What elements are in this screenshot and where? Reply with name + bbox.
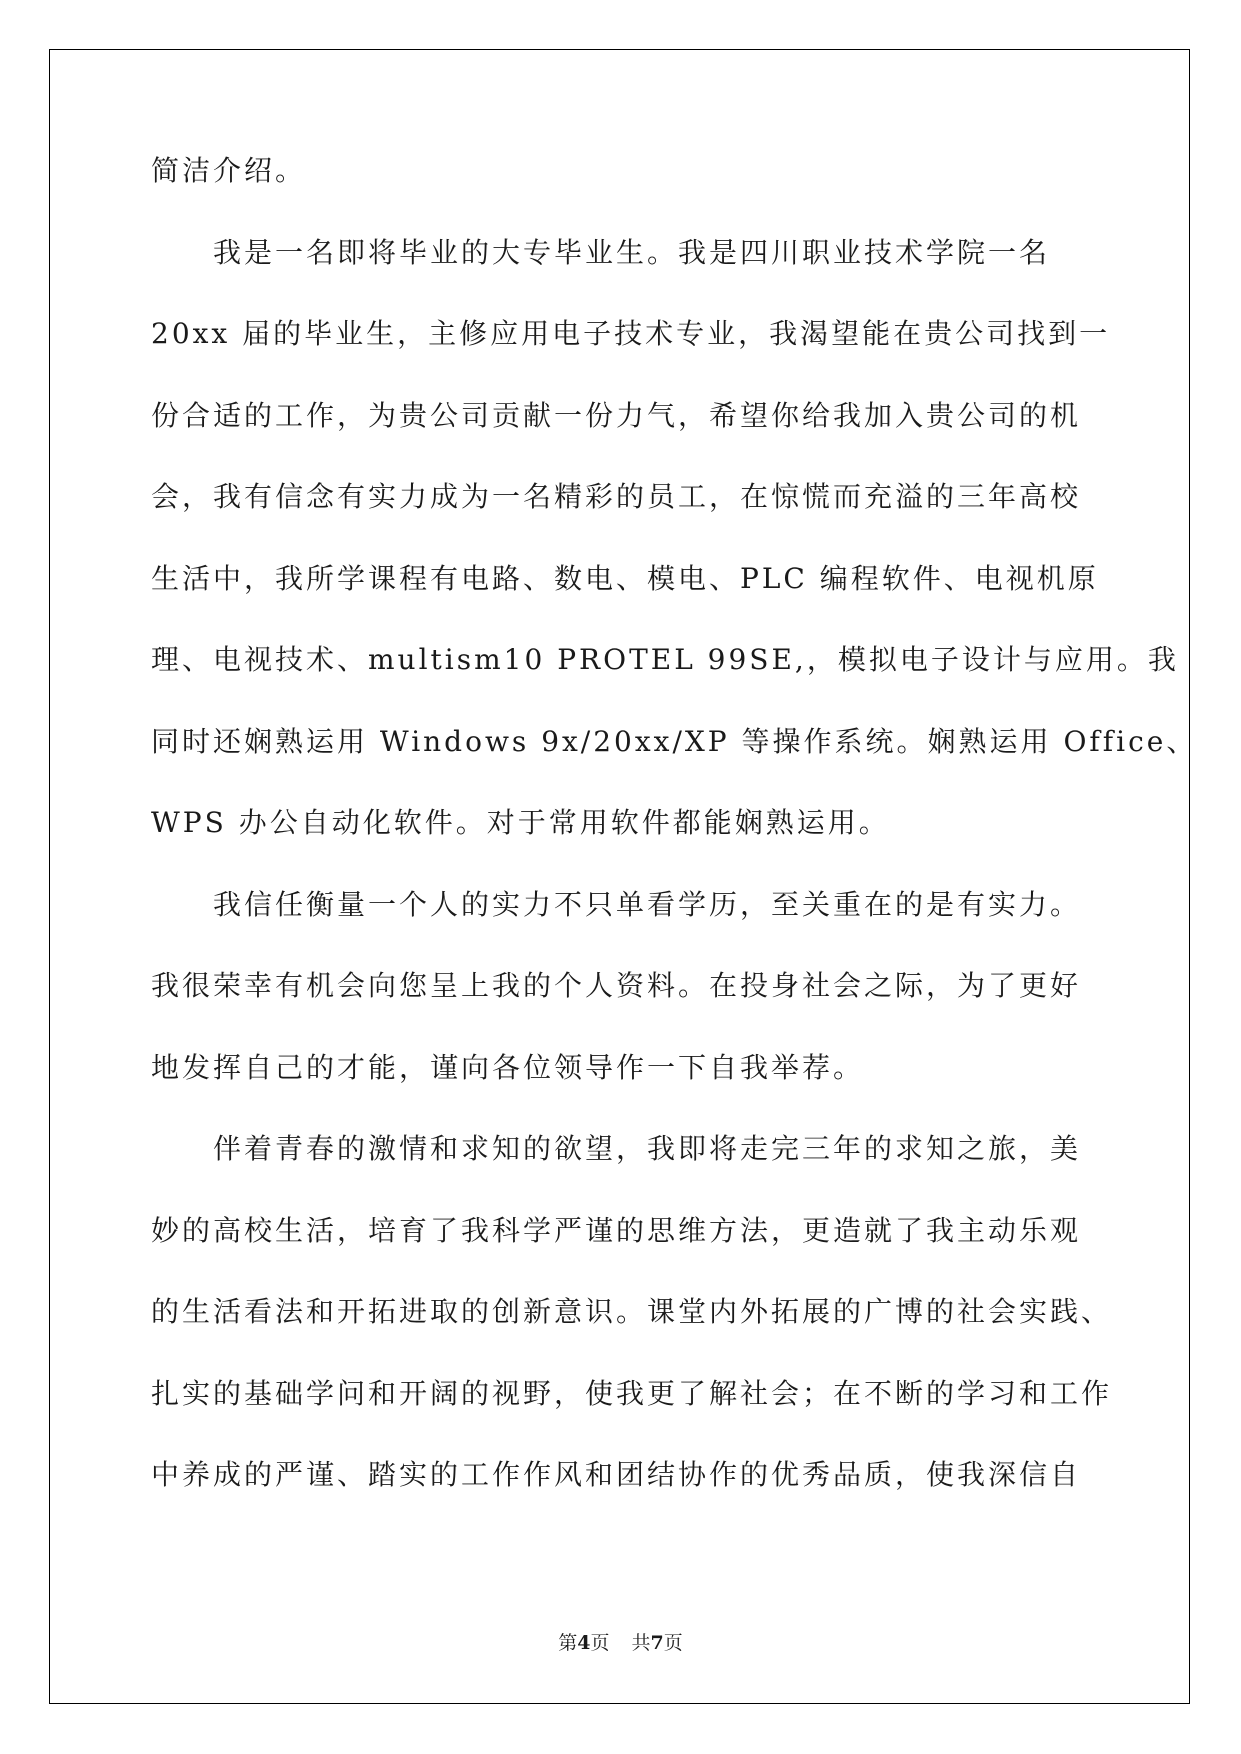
- text-line: 简洁介绍。: [151, 154, 307, 187]
- text-line: WPS 办公自动化软件。对于常用软件都能娴熟运用。: [151, 806, 890, 839]
- total-prefix: 共: [631, 1632, 651, 1654]
- page-current-number: 4: [577, 1632, 591, 1654]
- page-suffix: 页: [590, 1632, 610, 1654]
- document-body: [151, 150, 1198, 1536]
- text-line: 会，我有信念有实力成为一名精彩的员工，在惊慌而充溢的三年高校: [151, 480, 1082, 513]
- page-total-number: 7: [650, 1632, 664, 1654]
- page-footer: [0, 1631, 1241, 1655]
- text-line: 同时还娴熟运用 Windows 9x/20xx/XP 等操作系统。娴熟运用 Office、: [151, 724, 1198, 758]
- text-line: 中养成的严谨、踏实的工作作风和团结协作的优秀品质，使我深信自: [151, 1458, 1082, 1491]
- text-line: 的生活看法和开拓进取的创新意识。课堂内外拓展的广博的社会实践、: [151, 1295, 1113, 1328]
- text-line: 生活中，我所学课程有电路、数电、模电、PLC 编程软件、电视机原: [151, 561, 1099, 595]
- text-line: 我是一名即将毕业的大专毕业生。我是四川职业技术学院一名: [213, 235, 1051, 269]
- text-line: 份合适的工作，为贵公司贡献一份力气，希望你给我加入贵公司的机: [151, 398, 1082, 432]
- total-suffix: 页: [663, 1632, 683, 1654]
- text-line: 我信任衡量一个人的实力不只单看学历，至关重在的是有实力。: [213, 887, 1082, 921]
- text-line: 我很荣幸有机会向您呈上我的个人资料。在投身社会之际，为了更好: [151, 969, 1082, 1002]
- page-prefix: 第: [558, 1632, 578, 1654]
- text-line: 妙的高校生活，培育了我科学严谨的思维方法，更造就了我主动乐观: [151, 1213, 1082, 1247]
- text-line: 伴着青春的激情和求知的欲望，我即将走完三年的求知之旅，美: [213, 1132, 1082, 1165]
- text-line: 理、电视技术、multism10 PROTEL 99SE,，模拟电子设计与应用。我: [151, 643, 1179, 676]
- text-line: 20xx 届的毕业生，主修应用电子技术专业，我渴望能在贵公司找到一: [151, 317, 1111, 350]
- text-line: 扎实的基础学问和开阔的视野，使我更了解社会；在不断的学习和工作: [151, 1376, 1113, 1410]
- text-line: 地发挥自己的才能，谨向各位领导作一下自我举荐。: [151, 1050, 865, 1084]
